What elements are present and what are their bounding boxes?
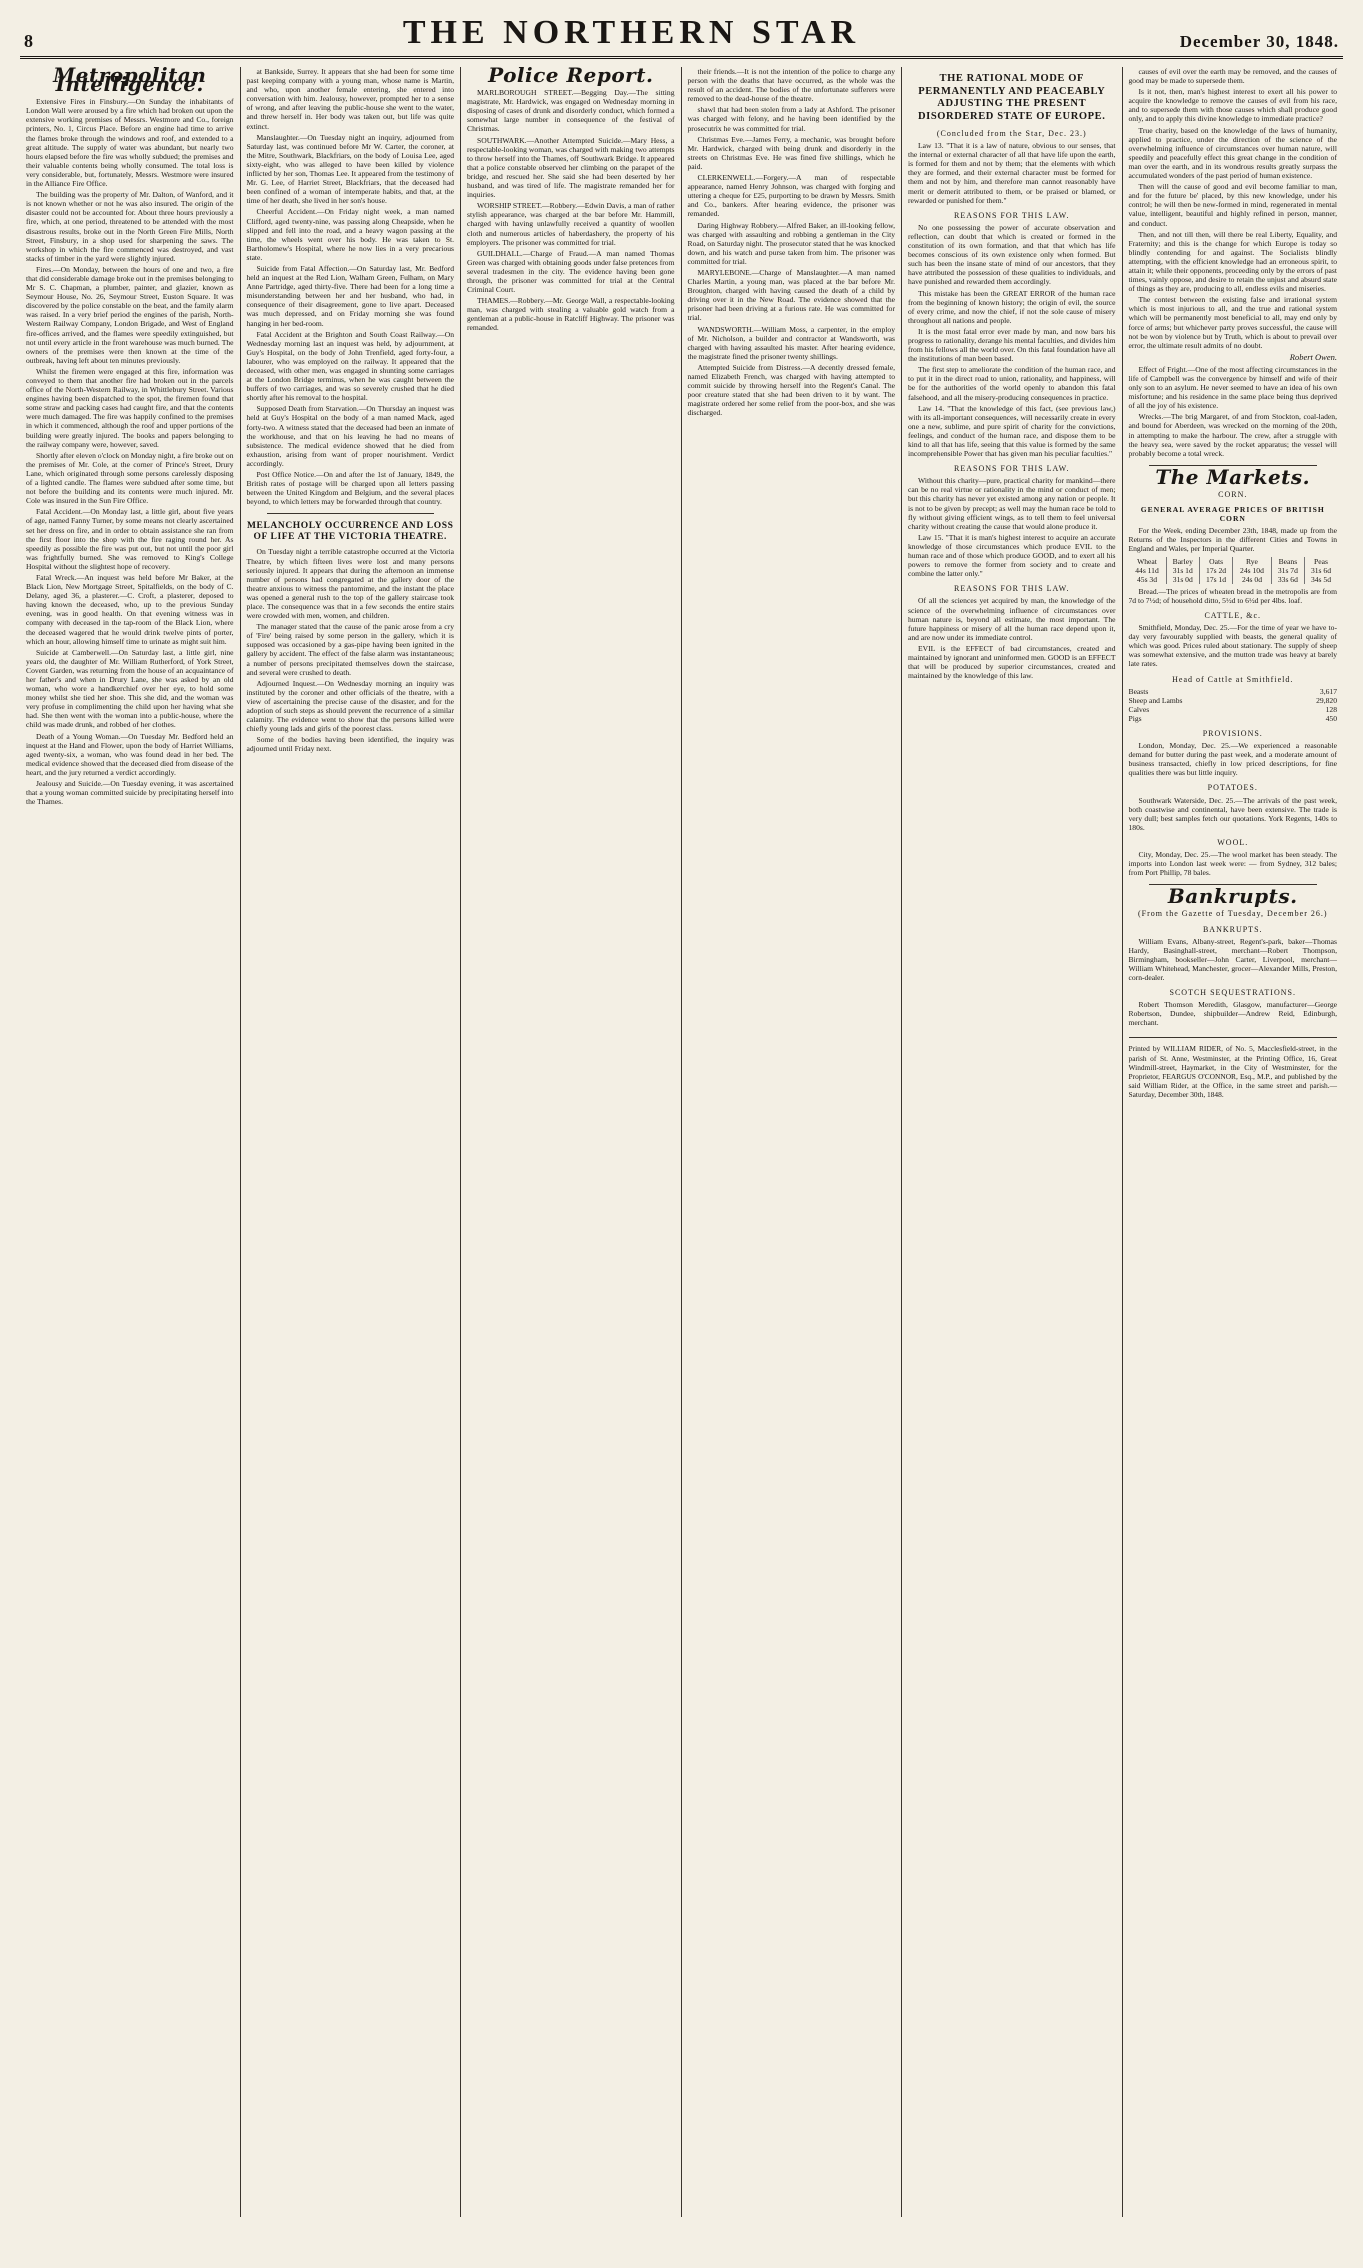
article-paragraph: Is it not, then, man's highest interest to exert all his power to acquire the knowledge to remove the causes of evil from his race, and to supersede them with those causes which shall produce good only, and to apply this divine knowledge to immediate practice? — [1128, 87, 1337, 124]
corn-intro: For the Week, ending December 23th, 1848, made up from the Returns of the Inspectors in the different Cities and Towns in England and Wales, per Imperial Quarter. — [1128, 526, 1337, 554]
potatoes-label: POTATOES. — [1207, 783, 1258, 793]
article-paragraph: On Tuesday night a terrible catastrophe occurred at the Victoria Theatre, by which fifteen lives were lost and many persons seriously injured. It appears that during the afternoon an immense number of persons had congregated at the gallery door of the theatre anxious to witness the pantomime, and the instant the place was opened a general rush to the top of the gallery staircase took place. The consequence was that in a few seconds the entire stairs were crowded with men, women, and children. — [246, 547, 454, 621]
page-number: 8 — [24, 31, 33, 51]
article-paragraph: Daring Highway Robbery.—Alfred Baker, an ill-looking fellow, was charged with assaulting and robbing a gentleman in the City Road, on Saturday night. The prosecutor stated that he was knocked down, and his watch and purse taken from him. The prisoner was committed for trial. — [687, 220, 895, 266]
article-paragraph: Law 13. "That it is a law of nature, obvious to our senses, that the internal or external character of all that have life upon the earth, is formed for them and not by them; that the elements with which they are formed, and their external character must be formed for them and not by him, and therefore man cannot reasonably have merit or demerit attributed to them, or be praised or blamed, or rewarded or punished for them." — [908, 141, 1116, 205]
printer-imprint: Printed by WILLIAM RIDER, of No. 5, Macclesfield-street, in the parish of St. Anne, Westminster, at the Printing Office, 16, Great Windmill-street, Haymarket, in the City of Westminster, for the Proprietor, FEARGUS O'CONNOR, Esq., M.P., and published by the said William Rider, at the Office, in the same street and parish.—Saturday, December 30th, 1848. — [1129, 1037, 1338, 1099]
column-2 — [241, 67, 462, 2217]
cattle-line — [1129, 696, 1338, 705]
article-paragraph: shawl that had been stolen from a lady at Ashford. The prisoner was charged with felony, and he having been identified by the prosecutrix he was committed for trial. — [687, 105, 895, 133]
article-paragraph: Post Office Notice.—On and after the 1st of January, 1849, the British rates of postage will be charged upon all letters passing between the United Kingdom and Belgium, and the several places beyond, to which letters may be forwarded through that country. — [246, 470, 454, 507]
corn-col: Rye — [1233, 557, 1272, 566]
corn-cell: 44s 11d — [1129, 566, 1167, 575]
cattle-line — [1129, 687, 1338, 696]
cattle-kind: Calves — [1128, 704, 1150, 714]
column-1 — [20, 67, 241, 2217]
article-paragraph: Manslaughter.—On Tuesday night an inquiry, adjourned from Saturday last, was continued before Mr W. Carter, the coroner, at the Mitre, Southwark, Blackfriars, on the body of Louisa Lee, aged sixty-eight, who was alleged to have been killed by violence inflicted by her son, Thomas Lee. It appeared from the testimony of Mr. G. Lee, of Harriet Street, Blackfriars, that the deceased had been confined of a woman of intemperate habits, and that, at the time of her death, she lived in her son's house. — [246, 132, 454, 206]
article-paragraph: Adjourned Inquest.—On Wednesday morning an inquiry was instituted by the coroner and other officials of the theatre, with a view of ascertaining the precise cause of the disaster, and for the adoption of such steps as should prevent the recurrence of a similar calamity. The evidence went to show that the persons killed were chiefly young lads and girls of the poorest class. — [246, 678, 454, 734]
police-heading: Police Report. — [488, 67, 654, 87]
article-paragraph: Law 15. "That it is man's highest interest to acquire an accurate knowledge of those circumstances which produce EVIL to the human race and of those which produce GOOD, and to exert all his powers to remove the former from society and to create and combine the latter only." — [908, 532, 1116, 579]
corn-cell: 31s 0d — [1166, 575, 1199, 584]
article-paragraph: Effect of Fright.—One of the most affecting circumstances in the life of Campbell was the convergence by himself and wife of their only son to an asylum. He never seemed to have an idea of his own misfortune; and his residence in the same place being thus deprived of all the joy of his existence. — [1128, 364, 1337, 411]
article-paragraph: MARLBOROUGH STREET.—Begging Day.—The sitting magistrate, Mr. Hardwick, was engaged on Wednesday morning in disposing of cases of drunk and disorderly conduct, which formed a somewhat large number in consequence of the festival of Christmas. — [467, 88, 675, 134]
provisions-label: PROVISIONS. — [1202, 729, 1263, 738]
article-paragraph: Wrecks.—The brig Margaret, of and from Stockton, coal-laden, and bound for Aberdeen, was wrecked on the morning of the 20th, in attempting to make the harbour. The crew, after a struggle with the heavy sea, were saved by the rocket apparatus; the vessel will probably become a total wreck. — [1128, 412, 1337, 458]
cattle-kind: Pigs — [1128, 713, 1142, 723]
corn-cell: 33s 6d — [1271, 575, 1304, 584]
owen-heading: THE RATIONAL MODE OF PERMANENTLY AND PEACEABLY ADJUSTING THE PRESENT DISORDERED STATE OF EUROPE. — [917, 73, 1106, 122]
corn-cell: 24s 10d — [1233, 566, 1272, 575]
article-paragraph: The contest between the existing false and irrational system which is most injurious to all, and the true and rational system which will be permanently most beneficial to all, may end only by force of arms; but whichever party proves successful, the cause will not be won by violence but by Truth, which is about to prevail over error, the ultimate result admits of no doubt. — [1128, 295, 1337, 350]
cattle-count: 29,820 — [1316, 695, 1337, 705]
reasons-label: REASONS FOR THIS LAW. — [954, 210, 1070, 220]
article-paragraph: Fires.—On Monday, between the hours of one and two, a fire that did considerable damage broke out in the premises belonging to Mr S. C. Chapman, a plumber, painter, and glazier, known as Seymour House, No. 26, Seymour Street, Euston Square. It was discovered by the police constable on the beat, and the family alarm was raised. In a very brief period the engines of the parish, North-Western Railway Company, London Brigade, and West of England fire-offices arrived, and the flames were speedily extinguished, but not until every article in the front warehouse was much burned. The owners of the premises were then known at the time of the outbreak, having left about ten minutes previously. — [26, 264, 234, 365]
corn-cell: 31s 1d — [1166, 566, 1199, 575]
newspaper-title: THE NORTHERN STAR — [402, 14, 861, 51]
column-5 — [902, 67, 1123, 2217]
bread-line: Bread.—The prices of wheaten bread in the metropolis are from 7d to 7½d; of household ditto, 5½d to 6½d per 4lbs. loaf. — [1128, 586, 1337, 605]
article-paragraph: Suicide at Camberwell.—On Saturday last, a little girl, nine years old, the daughter of Mr. William Rutherford, of York Street, Covent Garden, was returning from the house of an acquaintance of her father's and when in Drury Lane, she was asked by an old woman, who wore a handkerchief over her eye, to hold some money whilst she tied her shoe. This she did, and the woman was very profuse in complimenting the child upon her having what she had. She then went with the woman into a public-house, where the child was made drunk, and robbed of her clothes. — [26, 647, 234, 730]
bankrupts-heading: Bankrupts. — [1167, 884, 1298, 909]
corn-cell: 31s 7d — [1271, 566, 1304, 575]
article-paragraph: This mistake has been the GREAT ERROR of the human race from the beginning of known history; the origin of evil, the source of every crime, and now the chief, if not the sole cause of misery throughout all nations and people. — [908, 288, 1116, 325]
corn-col: Barley — [1166, 557, 1199, 566]
article-paragraph: causes of evil over the earth may be removed, and the causes of good may be made to supersede them. — [1128, 67, 1337, 86]
reasons-label: REASONS FOR THIS LAW. — [954, 584, 1070, 594]
article-paragraph: CLERKENWELL.—Forgery.—A man of respectable appearance, named Henry Johnson, was charged with forging and uttering a cheque for £25, purporting to be drawn by Messrs. Smith and Co., bankers. After hearing evidence, the prisoner was remanded. — [687, 173, 895, 219]
markets-heading: The Markets. — [1155, 464, 1311, 489]
article-paragraph: MARYLEBONE.—Charge of Manslaughter.—A man named Charles Martin, a young man, was placed at the bar before Mr. Broughton, charged with having caused the death of a child by driving over it in the New Road. The evidence showed that the prisoner had been driving at a furious rate. He was committed for trial. — [687, 267, 895, 323]
potatoes-text: Southwark Waterside, Dec. 25.—The arrivals of the past week, both coastwise and continental, have been extensive. The trade is very dull; best samples fetch our quotations. York Regents, 140s to 180s. — [1128, 795, 1337, 832]
masthead — [20, 14, 1343, 59]
article-paragraph: WANDSWORTH.—William Moss, a carpenter, in the employ of Mr. Nicholson, a builder and contractor at Wandsworth, was charged with having assaulted his master. After hearing evidence, the magistrate fined the prisoner twenty shillings. — [687, 324, 895, 361]
cattle-count: 450 — [1325, 713, 1337, 723]
article-paragraph: Fatal Accident.—On Monday last, a little girl, about five years of age, named Fanny Turner, by some means not clearly ascertained set her dress on fire, and in order to obtain assistance she ran from the first floor into the shop with the fire raging round her. As speedily as possible the fire was put out, but not until the poor girl was frightfully burned. She was removed to King's College Hospital without the slightest hope of recovery. — [26, 507, 234, 571]
article-paragraph: SOUTHWARK.—Another Attempted Suicide.—Mary Hess, a respectable-looking woman, was charged with making two attempts to throw herself into the Thames, off Southwark Bridge. It appeared that a police constable observed her climbing on the parapet of the bridge, and rescued her. She said she had been deserted by her husband, and was tired of life. The magistrate remanded her for inquiries. — [467, 135, 675, 200]
metropolitan-heading: Metropolitan Intelligence. — [53, 67, 207, 97]
article-paragraph: The building was the property of Mr. Dalton, of Wanford, and it is not known whether or not he was also insured. The origin of the disaster could not be accounted for. About three hours previously a fire, which, at one period, threatened to be attended with the most disastrous results, broke out in the North Green Fire Mills, North Street, Finsbury, in a shop used for sharpening the saws. The workshop in which the fire commenced was destroyed, and vast stacks of timber in the yard were slightly injured. — [26, 190, 234, 263]
cattle-line — [1129, 714, 1338, 723]
provisions-text: London, Monday, Dec. 25.—We experienced a reasonable demand for butter during the past week, and a moderate amount of business transacted, chiefly in low priced descriptions, for fine qualities there was but little inquiry. — [1128, 741, 1337, 778]
issue-date: December 30, 1848. — [1179, 32, 1339, 51]
cattle-kind: Sheep and Lambs — [1128, 695, 1183, 705]
scotch-label: SCOTCH SEQUESTRATIONS. — [1169, 988, 1296, 998]
article-paragraph: Then will the cause of good and evil become familiar to man, and for the future be' placed, by this new knowledge, under his control; he will then be new-formed in mind, regenerated in mental value, intelligent, beautiful and highly refined in person, manner, and conduct. — [1128, 182, 1337, 228]
newspaper-page — [20, 14, 1343, 2232]
article-paragraph: GUILDHALL.—Charge of Fraud.—A man named Thomas Green was charged with obtaining goods under false pretences from several tradesmen in the city. The evidence having been gone through, the prisoner was committed for trial at the Central Criminal Court. — [467, 248, 675, 295]
article-paragraph: Supposed Death from Starvation.—On Thursday an inquest was held at Guy's Hospital on the body of a man named Mack, aged forty-two. A witness stated that the deceased had been an inmate of the workhouse, and that on his leaving he had no means of subsistence. The medical evidence showed that he died from exhaustion, arising from want of proper nourishment. Verdict accordingly. — [246, 404, 454, 468]
article-paragraph: Cheerful Accident.—On Friday night week, a man named Clifford, aged twenty-nine, was passing along Cheapside, when he slipped and fell into the road, and a heavy wagon passing at the time, the wheels went over his body. He was taken to St. Bartholomew's Hospital, where he now lies in a very precarious state. — [246, 207, 454, 262]
article-paragraph: at Bankside, Surrey. It appears that she had been for some time past keeping company with a young man, whose name is Martin, and who, upon another female entering, she entered into conversation with him. Jealousy, however, prompted her to a sense of wrong, and after leaving the public-house she went to the water, and threw herself in. Her body was taken out, but life was quite extinct. — [246, 67, 454, 131]
scotch-text: Robert Thomson Meredith, Glasgow, manufacturer—George Robertson, Dundee, shipbuilder—Andrew Reid, Edinburgh, merchant. — [1128, 1000, 1337, 1028]
owen-subheading: (Concluded from the Star, Dec. 23.) — [936, 129, 1087, 138]
article-paragraph: Fatal Wreck.—An inquest was held before Mr Baker, at the Black Lion, New Mortgage Street, Spitalfields, on the body of C. Delany, aged 36, a plasterer.—C. Croft, a plasterer, deposed to having known the deceased, who, up to the previous Sunday evening, was in good health. On that evening witness was in company with deceased in the tap-room of the Black Lion, where the deceased wagered that he would drink twelve pints of porter, which an hour, allowing himself time to urinate as might suit him. — [26, 572, 234, 646]
article-paragraph: Jealousy and Suicide.—On Tuesday evening, it was ascertained that a young woman committed suicide by precipitating herself into the Thames. — [26, 779, 234, 807]
corn-header-row — [1129, 557, 1338, 566]
corn-cell: 45s 3d — [1129, 575, 1167, 584]
wool-label: WOOL. — [1217, 837, 1249, 847]
corn-price-table — [1129, 557, 1338, 584]
corn-title: GENERAL AVERAGE PRICES OF BRITISH CORN — [1140, 505, 1325, 524]
corn-col: Wheat — [1129, 557, 1167, 566]
article-paragraph: It is the most fatal error ever made by man, and now bars his progress to rationality, derange his mental faculties, and divides him from his fellows all the world over. On this fatal foundation have all the institutions of man been based. — [908, 326, 1116, 364]
bankrupts-subheading: (From the Gazette of Tuesday, December 26.) — [1137, 909, 1328, 919]
article-paragraph: Attempted Suicide from Distress.—A decently dressed female, named Elizabeth French, was charged with having attempted to commit suicide by throwing herself into the Regent's Canal. The poor creature stated that she had been driven to it by want. The magistrate ordered her some relief from the poor-box, and she was discharged. — [687, 362, 895, 418]
cattle-count: 128 — [1325, 704, 1337, 714]
cattle-head-label: Head of Cattle at Smithfield. — [1172, 674, 1294, 684]
article-paragraph: The first step to ameliorate the condition of the human race, and to put it in the direct road to union, rationality, and happiness, will be for the authorities of the world openly to abandon this fatal falsehood, and all the misery-producing consequences in practice. — [908, 365, 1116, 402]
cattle-count: 3,617 — [1319, 686, 1337, 696]
corn-price-row — [1129, 575, 1338, 584]
columns — [20, 67, 1343, 2217]
article-paragraph: Extensive Fires in Finsbury.—On Sunday the inhabitants of London Wall were aroused by a fire which had broken out upon the extensive working premises of Messrs. Westmore and Co., foreign printers, No. 1, Circus Place. Before an engine had time to arrive the flames broke through the windows and roof, and extended to a great altitude. The supply of water was abundant, but nearly two hours elapsed before the fire was wholly subdued; the premises and their valuable contents being wholly consumed. The total loss is very considerable, but, fortunately, Messrs. Westmore were insured in the Alliance Fire Office. — [26, 97, 234, 189]
article-paragraph: The manager stated that the cause of the panic arose from a cry of 'Fire' being raised by some person in the gallery, which it is supposed was occasioned by a gas-pipe having been ignited in the gallery by accident. The effect of the false alarm was instantaneous; a number of persons precipitated themselves down the staircase, and several were crushed to death. — [246, 622, 454, 677]
corn-cell: 34s 5d — [1310, 574, 1331, 584]
cattle-intro: Smithfield, Monday, Dec. 25.—For the time of year we have to-day very favourably supplied with beasts, the general quality of which was good. Prices ruled about stationary. The supply of sheep was somewhat extensive, and the mutton trade was heavy at barely late rates. — [1128, 623, 1337, 669]
article-paragraph: Law 14. "That the knowledge of this fact, (see previous law,) with its all-important consequences, will necessarily create in every one a new, sublime, and pure spirit of charity for the convictions, feelings, and conduct of the human race, and dispose them to be kind to all that has life, seeing that this value is formed by the same incomprehensible Power that has given man his peculiar faculties." — [908, 403, 1116, 459]
cattle-line — [1129, 705, 1338, 714]
corn-col: Beans — [1271, 557, 1304, 566]
article-paragraph: Shortly after eleven o'clock on Monday night, a fire broke out on the premises of Mr. Cole, at the corner of Prince's Street, Drury Lane, which originated through some persons carelessly disposing of a lighted candle. The flames were subdued after some time, but not before the building and its contents were much injured. Mr. Cole was insured in the Sun Fire Office. — [26, 450, 234, 506]
corn-cell: 17s 1d — [1199, 575, 1232, 584]
article-paragraph: Whilst the firemen were engaged at this fire, information was conveyed to them that another fire had broken out in the parcels office of the North-Western Railway, in Whittlebury Street. Various engines having been dispatched to the spot, the firemen found that some straw and packing cases had caught fire, and that the contents were much damaged. The fire was happily confined to the premises in which it commenced, although the roof and upper portions of the building were greatly injured. The books and papers belonging to the railway company were, however, saved. — [26, 366, 234, 449]
article-paragraph: EVIL is the EFFECT of bad circumstances, created and maintained by ignorant and uninformed men. GOOD is an EFFECT that will be produced by superior circumstances, created and maintained by the knowledge of this law. — [908, 643, 1116, 681]
article-paragraph: True charity, based on the knowledge of the laws of humanity, applied to practice, under the direction of the science of the overwhelming influence of circumstances over human nature, will speedily and peacefully effect this great change in the condition of man over the earth, and in its wondrous results greatly surpass the accumulated wonders of the past period of human existence. — [1128, 125, 1337, 181]
article-paragraph: THAMES.—Robbery.—Mr. George Wall, a respectable-looking man, was charged with stealing a valuable gold watch from a gentleman at a public-house in Ratcliff Highway. The prisoner was remanded. — [467, 296, 675, 333]
article-paragraph: Then, and not till then, will there be real Liberty, Equality, and Fraternity; and this is the change for which Europe is today so blindly contending for and against. The Socialists blindly attempting, with the efficient knowledge had an erroneous spirit, to attain it; while their opponents, proceeding only by the errors of past times, vainly oppose, and desire to retain the unjust and absurd state of things as they are, producing to all, endless evils and miseries. — [1128, 229, 1337, 294]
owen-signature: Robert Owen. — [1289, 351, 1337, 362]
reasons-label: REASONS FOR THIS LAW. — [954, 464, 1070, 474]
article-paragraph: Some of the bodies having been identified, the inquiry was adjourned until Friday next. — [246, 735, 454, 754]
corn-label: CORN. — [1218, 489, 1248, 499]
cattle-label: CATTLE, &c. — [1204, 610, 1262, 620]
article-paragraph: Death of a Young Woman.—On Tuesday Mr. Bedford held an inquest at the Hand and Flower, upon the body of Harriet Williams, aged twenty-six, a woman, who was found dead in her bed. The medical evidence showed that the deceased died from disease of the heart, and the jury returned a verdict accordingly. — [26, 731, 234, 777]
victoria-heading: MELANCHOLY OCCURRENCE AND LOSS OF LIFE AT THE VICTORIA THEATRE. — [246, 521, 454, 543]
column-6 — [1123, 67, 1344, 2217]
corn-price-row — [1129, 566, 1338, 575]
wool-text: City, Monday, Dec. 25.—The wool market has been steady. The imports into London last week were: — from Sydney, 312 bales; from Port Phillip, 78 bales. — [1128, 850, 1337, 878]
article-paragraph: No one possessing the power of accurate observation and reflection, can doubt that which is created or formed in the constitution of its own formation, and that that which has life becomes conscious of its own existence only when formed. But such has been the insane state of mind of our ancestors, that they have attributed the possession of these qualities to individuals, and have punished and rewarded them accordingly. — [908, 222, 1116, 287]
column-3 — [461, 67, 682, 2217]
corn-cell: 17s 2d — [1199, 566, 1232, 575]
corn-col: Peas — [1314, 556, 1328, 566]
article-paragraph: Fatal Accident at the Brighton and South Coast Railway.—On Wednesday morning last an inquest was held, by adjournment, at Guy's Hospital, on the body of John Trenfield, aged forty-four, a labourer, who was employed on the railway. It appeared that the deceased, with other men, was engaged in shunting some carriages at the London Bridge terminus, when he was caught between the buffers of two carriages, and was so severely crushed that he died shortly after his removal to the hospital. — [246, 329, 454, 403]
article-paragraph: Suicide from Fatal Affection.—On Saturday last, Mr. Bedford held an inquest at the Red Lion, Walham Green, Fulham, on Mary Anne Partridge, aged thirty-five. There had been for a long time a misunderstanding between her and her husband, who had, in consequence of their disagreement, gone to live apart. Deceased was much depressed, and on Friday morning she was found hanging in her bed-room. — [246, 263, 454, 328]
bankrupts-text: William Evans, Albany-street, Regent's-park, baker—Thomas Hardy, Basinghall-street, merchant—Robert Thompson, Birmingham, bookseller—John Carter, Liverpool, merchant—William Whitehead, Manchester, grocer—Alexander Mills, Preston, corn-dealer. — [1128, 936, 1337, 982]
corn-cell: 31s 6d — [1310, 565, 1331, 575]
corn-cell: 24s 0d — [1233, 575, 1272, 584]
section-divider — [267, 513, 435, 514]
column-4 — [682, 67, 903, 2217]
bankrupts-label: BANKRUPTS. — [1202, 924, 1263, 934]
article-paragraph: their friends.—It is not the intention of the police to charge any person with the deaths that have occurred, as the whole was the result of an accident. The bodies of the unfortunate sufferers were removed to the dead-house of the theatre. — [687, 67, 895, 104]
article-paragraph: Of all the sciences yet acquired by man, the knowledge of the science of the overwhelming influence of circumstances over human nature is, beyond all estimate, the most important. The future happiness or misery of all the human race depend upon it, and are now under its immediate control. — [908, 596, 1116, 642]
article-paragraph: WORSHIP STREET.—Robbery.—Edwin Davis, a man of rather stylish appearance, was charged at the bar before Mr. Hammill, charged with having unlawfully received a quantity of woollen cloth and numerous articles of haberdashery, the property of his employers. The prisoner was committed for trial. — [467, 201, 675, 247]
cattle-kind: Beasts — [1128, 686, 1149, 696]
corn-col: Oats — [1199, 557, 1232, 566]
article-paragraph: Christmas Eve.—James Ferry, a mechanic, was brought before Mr. Hardwick, charged with being drunk and disorderly in the streets on Christmas Eve. He was fined five shillings, which he paid. — [687, 134, 895, 171]
article-paragraph: Without this charity—pure, practical charity for mankind—there can be no real virtue or rationality in the mind or conduct of men; but this charity has never yet existed among any nation or people. It is not to be given by precept; as well may the human race be told to fly without giving efficient wings, as to tell them to feel universal charity without creating the cause that would alone produce it. — [908, 476, 1116, 531]
